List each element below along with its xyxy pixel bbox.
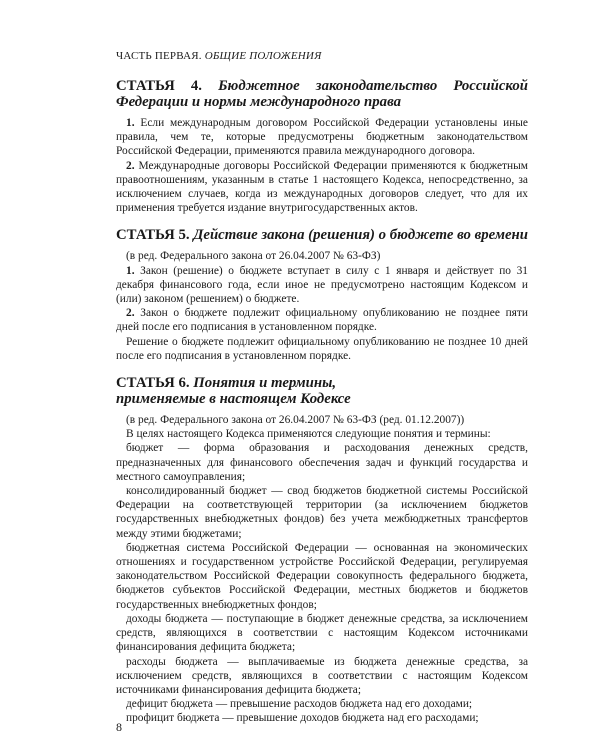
article-5-p1-text: Закон (решение) о бюджете вступает в силу с 1 января и действует по 31 декабря финансового года, если иное не предусмотрено настоящим Кодексом и (или) законом (решением) о бюджете.: [116, 264, 528, 306]
article-4-paragraph-2: [116, 159, 528, 216]
article-6-term: профицит бюджета — превышение доходов бюджета над его расходами;: [126, 712, 479, 725]
article-6-heading: [116, 375, 528, 407]
article-5-p1-number: 1.: [126, 264, 135, 277]
article-4-p1-text: Если международным договором Российской Федерации установлены иные правила, чем те, которые предусмотрены бюджетным законодательством Российской Федерации, применяются правила международного договора.: [116, 117, 528, 158]
running-header: [116, 50, 322, 62]
article-4-p1-number: 1.: [126, 117, 135, 129]
article-4-paragraph-1: [116, 116, 528, 159]
article-6-term: доходы бюджета — поступающие в бюджет денежные средства, за исключением средств, являющихся в соответствии с настоящим Кодексом источниками финансирования дефицита бюджета;: [116, 612, 528, 654]
article-6-amendment-note: (в ред. Федерального закона от 26.04.2007 № 63-ФЗ (ред. 01.12.2007)): [126, 414, 465, 427]
header-part: ЧАСТЬ ПЕРВАЯ.: [116, 50, 202, 62]
article-5-paragraph-3: Решение о бюджете подлежит официальному опубликованию не позднее 10 дней после его подписания в установленном порядке.: [116, 335, 528, 362]
article-5-p2-text: Закон о бюджете подлежит официальному опубликованию не позднее пяти дней после его подписания в установленном порядке.: [116, 307, 528, 334]
article-6-intro: В целях настоящего Кодекса применяются следующие понятия и термины:: [126, 428, 491, 441]
article-6-term: бюджетная система Российской Федерации — основанная на экономических отношениях и государственном устройстве Российской Федерации, регулируемая законодательством Российской Федерации совокупность федерального бюджета, бюджетов субъектов Российской Федерации, местных бюджетов и бюджетов государственных внебюджетных фондов;: [116, 541, 528, 611]
article-6-term: дефицит бюджета — превышение расходов бюджета над его доходами;: [126, 698, 473, 711]
article-6-term: консолидированный бюджет — свод бюджетов бюджетной системы Российской Федерации на соответствующей территории (за исключением бюджетов государственных внебюджетных фондов) без учета межбюджетных трансфертов между этими бюджетами;: [116, 485, 528, 540]
article-5-paragraph-2: [116, 306, 528, 334]
article-5-p2-number: 2.: [126, 307, 135, 320]
page-number: 8: [116, 720, 122, 734]
article-4-label: СТАТЬЯ 4.: [116, 78, 202, 94]
article-6-title-line-2: применяемые в настоящем Кодексе: [116, 391, 351, 408]
header-section: ОБЩИЕ ПОЛОЖЕНИЯ: [204, 50, 322, 62]
article-5-label: СТАТЬЯ 5.: [116, 227, 190, 244]
article-6-term: бюджет — форма образования и расходования денежных средств, предназначенных для финансового обеспечения задач и функций государства и местного самоуправления;: [116, 442, 528, 483]
article-4-p2-text: Международные договоры Российской Федерации применяются к бюджетным правоотношениям, указанным в статье 1 настоящего Кодекса, непосредственно, за исключением случаев, когда из международных договоров следует, что для их применения требуется издание внутригосударственных актов.: [116, 159, 528, 215]
article-4-heading: [116, 78, 528, 110]
article-5-amendment-note: (в ред. Федерального закона от 26.04.2007 № 63-ФЗ): [126, 250, 381, 263]
article-4-title: Бюджетное законодательство Российской Федерации и нормы международного права: [116, 78, 528, 110]
article-5-title: Действие закона (решения) о бюджете во времени: [193, 227, 528, 244]
page-content: [116, 66, 528, 726]
article-6-label: СТАТЬЯ 6.: [116, 375, 190, 392]
article-6-title-line-1: Понятия и термины,: [193, 375, 337, 392]
article-6-term: расходы бюджета — выплачиваемые из бюджета денежные средства, за исключением средств, являющихся в соответствии с настоящим Кодексом источниками финансирования дефицита бюджета;: [116, 655, 528, 696]
article-4-p2-number: 2.: [126, 159, 135, 172]
article-5-heading: [116, 227, 528, 243]
article-5-paragraph-1: [116, 264, 528, 307]
